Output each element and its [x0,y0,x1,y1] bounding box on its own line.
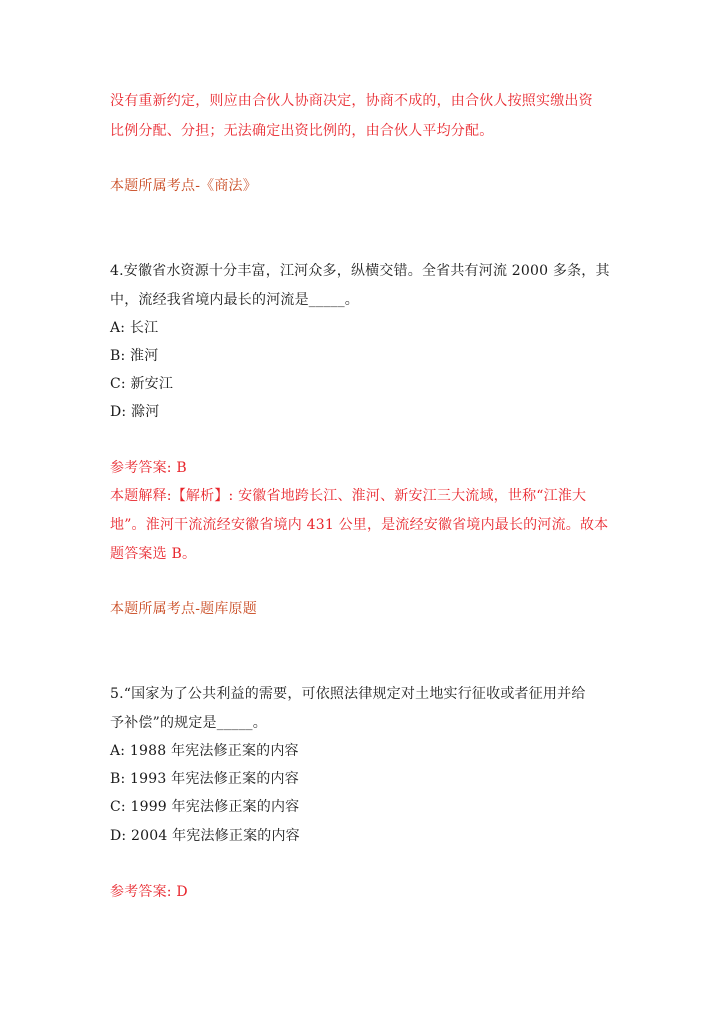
q5-stem-line-1: 5.“国家为了公共利益的需要，可依照法律规定对土地实行征收或者征用并给 [110,686,586,702]
q5-option-a: A: 1988 年宪法修正案的内容 [110,743,299,759]
q4-explanation-line-1: 本题解释:【解析】: 安徽省地跨长江、淮河、新安江三大流域，世称“江淮大 [110,488,587,504]
q4-option-d: D: 滁河 [110,404,160,420]
q5-option-c: C: 1999 年宪法修正案的内容 [110,799,300,815]
q4-explanation-line-3: 题答案选 B。 [110,546,197,562]
q4-explanation-line-2: 地”。淮河干流流经安徽省境内 431 公里，是流经安徽省境内最长的河流。故本 [110,517,609,533]
q5-option-d: D: 2004 年宪法修正案的内容 [110,828,300,844]
q4-option-b: B: 淮河 [110,348,159,364]
q4-stem-line-1: 4.安徽省水资源十分丰富，江河众多，纵横交错。全省共有河流 2000 多条，其 [110,263,610,279]
q4-option-a: A: 长江 [110,320,159,336]
q4-stem-line-2: 中，流经我省境内最长的河流是_____。 [110,292,359,308]
q4-answer: 参考答案: B [110,460,187,476]
prev-explanation-line-1: 没有重新约定，则应由合伙人协商决定，协商不成的，由合伙人按照实缴出资 [110,93,593,109]
q4-topic: 本题所属考点-题库原题 [110,601,257,617]
prev-explanation-line-2: 比例分配、分担；无法确定出资比例的，由合伙人平均分配。 [110,123,494,139]
q5-option-b: B: 1993 年宪法修正案的内容 [110,771,299,787]
q5-stem-line-2: 予补偿”的规定是_____。 [110,715,267,731]
q5-answer: 参考答案: D [110,884,188,900]
prev-topic: 本题所属考点-《商法》 [110,178,257,194]
q4-option-c: C: 新安江 [110,376,174,392]
